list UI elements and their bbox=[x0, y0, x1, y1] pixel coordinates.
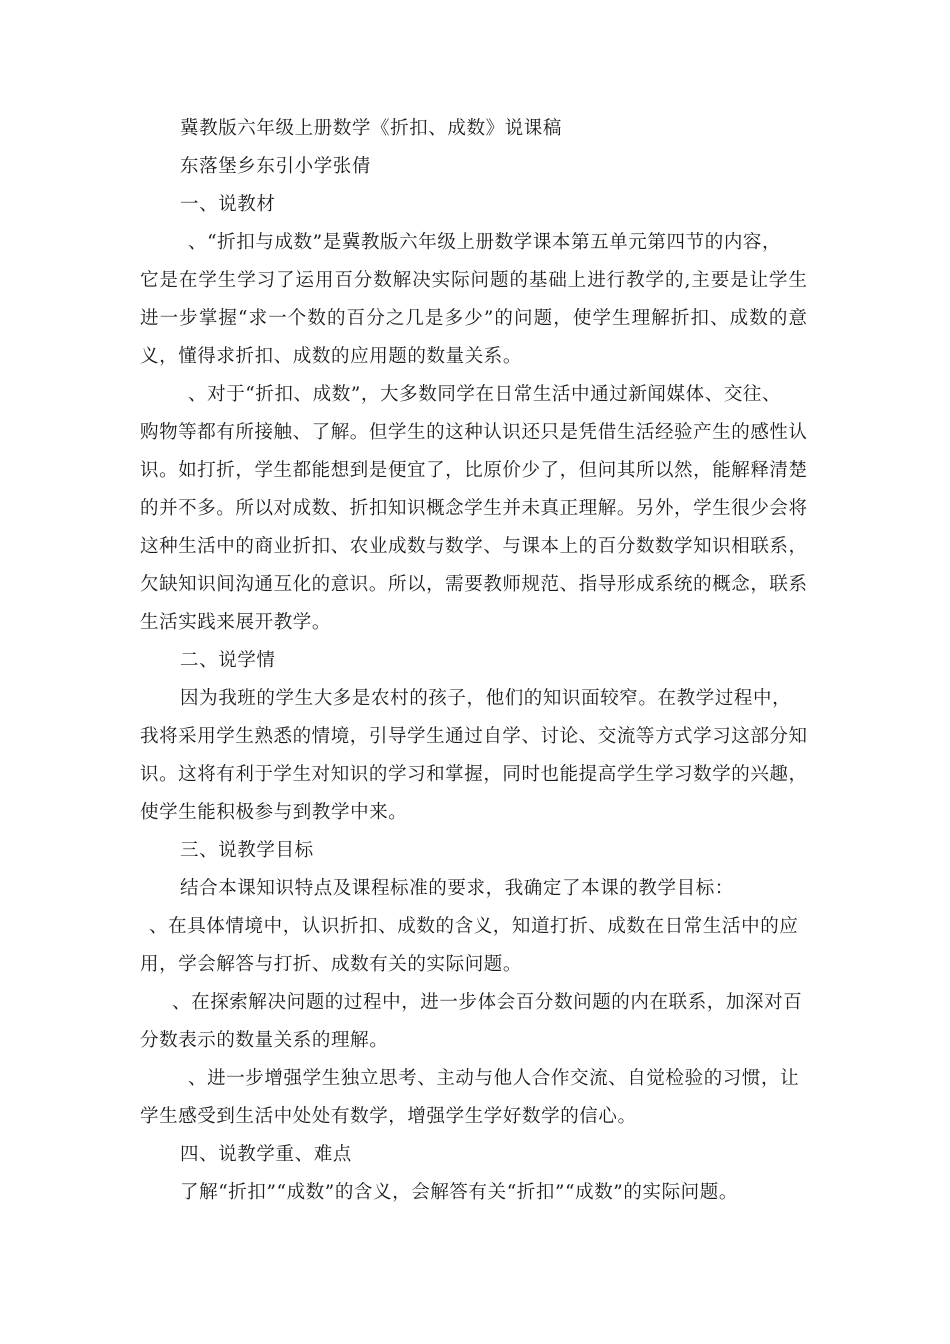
paragraph-line: 使学生能积极参与到教学中来。 bbox=[140, 802, 408, 823]
paragraph-line: 生活实践来展开教学。 bbox=[140, 612, 332, 633]
paragraph-line: 义，懂得求折扣、成数的应用题的数量关系。 bbox=[140, 346, 523, 367]
goal-item-3: 、进一步增强学生独立思考、主动与他人合作交流、自觉检验的习惯，让 bbox=[188, 1068, 800, 1089]
paragraph-line: 、“折扣与成数”是冀教版六年级上册数学课本第五单元第四节的内容， bbox=[188, 232, 782, 253]
paragraph-line: 它是在学生学习了运用百分数解决实际问题的基础上进行教学的,主要是让学生 bbox=[140, 270, 807, 291]
paragraph-line: 的并不多。所以对成数、折扣知识概念学生并未真正理解。另外，学生很少会将 bbox=[140, 498, 807, 519]
paragraph-line: 这种生活中的商业折扣、农业成数与数学、与课本上的百分数数学知识相联系， bbox=[140, 536, 807, 557]
goal-item-2-cont: 分数表示的数量关系的理解。 bbox=[140, 1030, 389, 1051]
goal-item-1-cont: 用，学会解答与打折、成数有关的实际问题。 bbox=[140, 954, 523, 975]
paragraph-line: 识。这将有利于学生对知识的学习和掌握，同时也能提高学生学习数学的兴趣， bbox=[140, 764, 807, 785]
goal-item-2: 、在探索解决问题的过程中，进一步体会百分数问题的内在联系，加深对百 bbox=[172, 992, 803, 1013]
paragraph-line: 欠缺知识间沟通互化的意识。所以，需要教师规范、指导形成系统的概念，联系 bbox=[140, 574, 807, 595]
heading-student-situation: 二、说学情 bbox=[180, 650, 276, 671]
goal-item-1: 、在具体情境中，认识折扣、成数的含义，知道打折、成数在日常生活中的应 bbox=[149, 916, 799, 937]
paragraph-line: 识。如打折，学生都能想到是便宜了，比原价少了，但问其所以然，能解释清楚 bbox=[140, 460, 807, 481]
paragraph-line: 结合本课知识特点及课程标准的要求，我确定了本课的教学目标： bbox=[180, 878, 734, 899]
author-line: 东落堡乡东引小学张倩 bbox=[180, 156, 372, 177]
paragraph-line: 了解“折扣”“成数”的含义，会解答有关“折扣”“成数”的实际问题。 bbox=[180, 1182, 738, 1203]
heading-teaching-material: 一、说教材 bbox=[180, 194, 276, 215]
heading-teaching-goals: 三、说教学目标 bbox=[180, 840, 314, 861]
paragraph-line: 进一步掌握“求一个数的百分之几是多少”的问题，使学生理解折扣、成数的意 bbox=[140, 308, 807, 329]
goal-item-3-cont: 学生感受到生活中处处有数学，增强学生学好数学的信心。 bbox=[140, 1106, 637, 1127]
paragraph-line: 我将采用学生熟悉的情境，引导学生通过自学、讨论、交流等方式学习这部分知 bbox=[140, 726, 807, 747]
paragraph-line: 购物等都有所接触、了解。但学生的这种认识还只是凭借生活经验产生的感性认 bbox=[140, 422, 807, 443]
paragraph-line: 、对于“折扣、成数”，大多数同学在日常生活中通过新闻媒体、交往、 bbox=[188, 384, 782, 405]
heading-key-points: 四、说教学重、难点 bbox=[180, 1144, 352, 1165]
document-title: 冀教版六年级上册数学《折扣、成数》说课稿 bbox=[180, 118, 563, 139]
paragraph-line: 因为我班的学生大多是农村的孩子，他们的知识面较窄。在教学过程中， bbox=[180, 688, 792, 709]
